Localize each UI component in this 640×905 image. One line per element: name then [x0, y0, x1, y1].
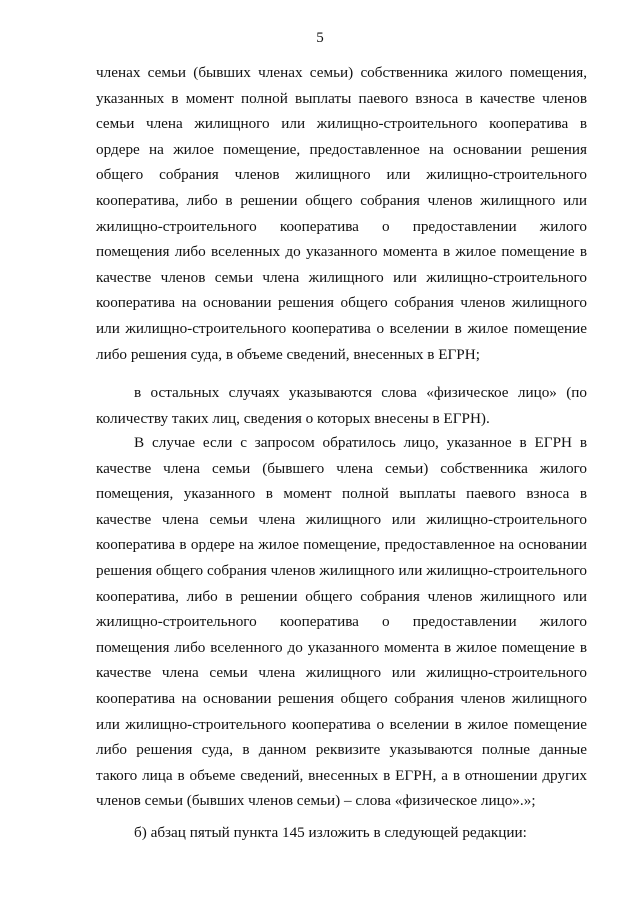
page-number: 5	[316, 30, 324, 46]
paragraph-continuation: членах семьи (бывших членах семьи) собственника жилого помещения, указанных в момент полной выплаты паевого взноса в качестве членов семьи члена жилищного или жилищно-строительного кооператива в ордере на жилое помещение, предоставленное на основании решения общего собрания членов жилищного или жилищно-строительного кооператива, либо в решении общего собрания членов жилищного или жилищно-строительного кооператива о предоставлении жилого помещения либо вселенных до указанного момента в жилое помещение в качестве членов семьи члена жилищного или жилищно-строительного кооператива на основании решения общего собрания членов жилищного или жилищно-строительного кооператива о вселении в жилое помещение либо решения суда, в объеме сведений, внесенных в ЕГРН;	[96, 64, 587, 363]
paragraph-other-cases: в остальных случаях указываются слова «физическое лицо» (по количеству таких лиц, сведения о которых внесены в ЕГРН).	[96, 384, 587, 427]
paragraph-request-case: В случае если с запросом обратилось лицо, указанное в ЕГРН в качестве члена семьи (бывшего члена семьи) собственника жилого помещения, указанного в момент полной выплаты паевого взноса в качестве члена семьи члена жилищного или жилищно-строительного кооператива в ордере на жилое помещение, предоставленное на основании решения общего собрания членов жилищного или жилищно-строительного кооператива, либо в решении общего собрания членов жилищного или жилищно-строительного кооператива о предоставлении жилого помещения либо вселенного до указанного момента в жилое помещение в качестве члена семьи члена жилищного или жилищно-строительного кооператива на основании решения общего собрания членов жилищного или жилищно-строительного кооператива о вселении в жилое помещение либо решения суда, в данном реквизите указываются полные данные такого лица в объеме сведений, внесенных в ЕГРН, а в отношении других членов семьи (бывших членов семьи) – слова «физическое лицо».»;	[96, 434, 587, 810]
paragraph-amendment-b: б) абзац пятый пункта 145 изложить в следующей редакции:	[134, 824, 527, 841]
